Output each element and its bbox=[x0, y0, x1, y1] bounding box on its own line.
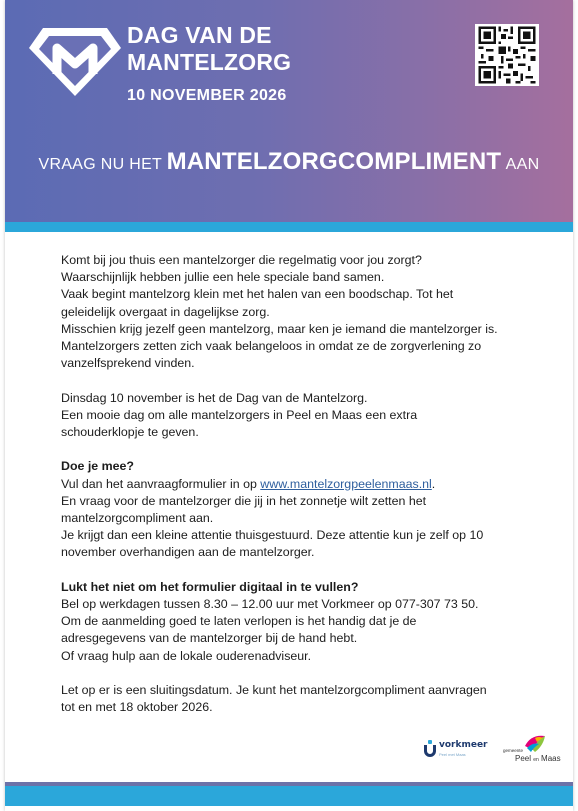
vorkmeer-tagline: Peel met Maas bbox=[439, 752, 466, 757]
intro-line: Mantelzorgers zetten zich vaak belangeloos in omdat ze de zorgverlening zo bbox=[61, 339, 482, 354]
headline-post: AAN bbox=[505, 156, 540, 173]
top-accent-stripe bbox=[5, 222, 573, 232]
event-title bbox=[127, 22, 327, 76]
intro-line: vanzelfsprekend vinden. bbox=[61, 356, 195, 371]
help-paragraph bbox=[61, 579, 541, 665]
intro-line: Vaak begint mantelzorg klein met het halen van een boodschap. Tot het bbox=[61, 287, 454, 302]
help-line: Bel op werkdagen tussen 8.30 – 12.00 uur met Vorkmeer op 077-307 73 50. bbox=[61, 597, 479, 612]
body-text bbox=[61, 252, 541, 734]
help-line: adresgegevens van de mantelzorger bij de hand hebt. bbox=[61, 631, 358, 646]
participate-paragraph bbox=[61, 458, 541, 561]
vorkmeer-name: vorkmeer bbox=[439, 740, 488, 750]
header-banner bbox=[5, 0, 573, 222]
help-line: Om de aanmelding goed te laten verlopen is het handig dat je de bbox=[61, 614, 417, 629]
event-title-line2: MANTELZORG bbox=[127, 49, 292, 75]
help-heading: Lukt het niet om het formulier digitaal in te vullen? bbox=[61, 579, 359, 594]
gemeente-logo bbox=[503, 730, 563, 770]
intro-paragraph bbox=[61, 252, 541, 372]
website-link[interactable]: www.mantelzorgpeelenmaas.nl bbox=[260, 476, 432, 491]
participate-heading: Doe je mee? bbox=[61, 459, 134, 474]
participate-line: mantelzorgcompliment aan. bbox=[61, 511, 214, 526]
participate-pre-link: Vul dan het aanvraagformulier in op bbox=[61, 476, 261, 491]
participate-line: Je krijgt dan een kleine attentie thuisgestuurd. Deze attentie kun je zelf op 10 bbox=[61, 528, 484, 543]
headline bbox=[5, 148, 573, 176]
bottom-accent-stripe bbox=[5, 786, 573, 806]
gemeente-maas: Maas bbox=[541, 754, 561, 763]
intro-line: Komt bij jou thuis een mantelzorger die regelmatig voor jou zorgt? bbox=[61, 253, 422, 267]
flyer-page bbox=[5, 0, 573, 811]
help-line: Of vraag hulp aan de lokale ouderenadviseur. bbox=[61, 648, 312, 663]
intro-line: Misschien krijg jezelf geen mantelzorg, maar ken je iemand die mantelzorger is. bbox=[61, 321, 498, 336]
headline-main: MANTELZORGCOMPLIMENT bbox=[166, 148, 502, 175]
day-line: Een mooie dag om alle mantelzorgers in Peel en Maas een extra bbox=[61, 407, 418, 422]
day-line: schouderklopje te geven. bbox=[61, 425, 199, 440]
partner-logos bbox=[423, 730, 563, 770]
closing-paragraph bbox=[61, 682, 541, 716]
participate-post-link: . bbox=[431, 476, 436, 491]
gemeente-label: gemeente bbox=[503, 748, 524, 753]
event-date: 10 NOVEMBER 2026 bbox=[127, 87, 287, 104]
closing-line: tot en met 18 oktober 2026. bbox=[61, 700, 213, 715]
vorkmeer-logo bbox=[423, 736, 493, 762]
closing-line: Let op er is een sluitingsdatum. Je kunt het mantelzorgcompliment aanvragen bbox=[61, 683, 487, 698]
peel-en-maas-logo-icon bbox=[523, 732, 547, 754]
day-line: Dinsdag 10 november is het de Dag van de Mantelzorg. bbox=[61, 390, 368, 405]
participate-line: En vraag voor de mantelzorger die jij in het zonnetje wilt zetten het bbox=[61, 493, 427, 508]
intro-line: Waarschijnlijk hebben jullie een hele speciale band samen. bbox=[61, 270, 385, 285]
intro-line: geleidelijk overgaat in dagelijkse zorg. bbox=[61, 304, 270, 319]
vorkmeer-logo-icon bbox=[423, 740, 437, 758]
gemeente-name bbox=[515, 754, 561, 763]
qr-code-icon[interactable] bbox=[475, 24, 539, 86]
participate-link-line bbox=[61, 476, 541, 493]
headline-pre: VRAAG NU HET bbox=[38, 156, 163, 173]
day-paragraph bbox=[61, 390, 541, 442]
gemeente-peel: Peel bbox=[515, 754, 532, 763]
event-title-line1: DAG VAN DE bbox=[127, 22, 272, 48]
gemeente-en: en bbox=[533, 757, 539, 763]
heart-m-logo-icon bbox=[27, 26, 123, 98]
participate-line: november overhandigen aan de mantelzorger. bbox=[61, 545, 315, 560]
